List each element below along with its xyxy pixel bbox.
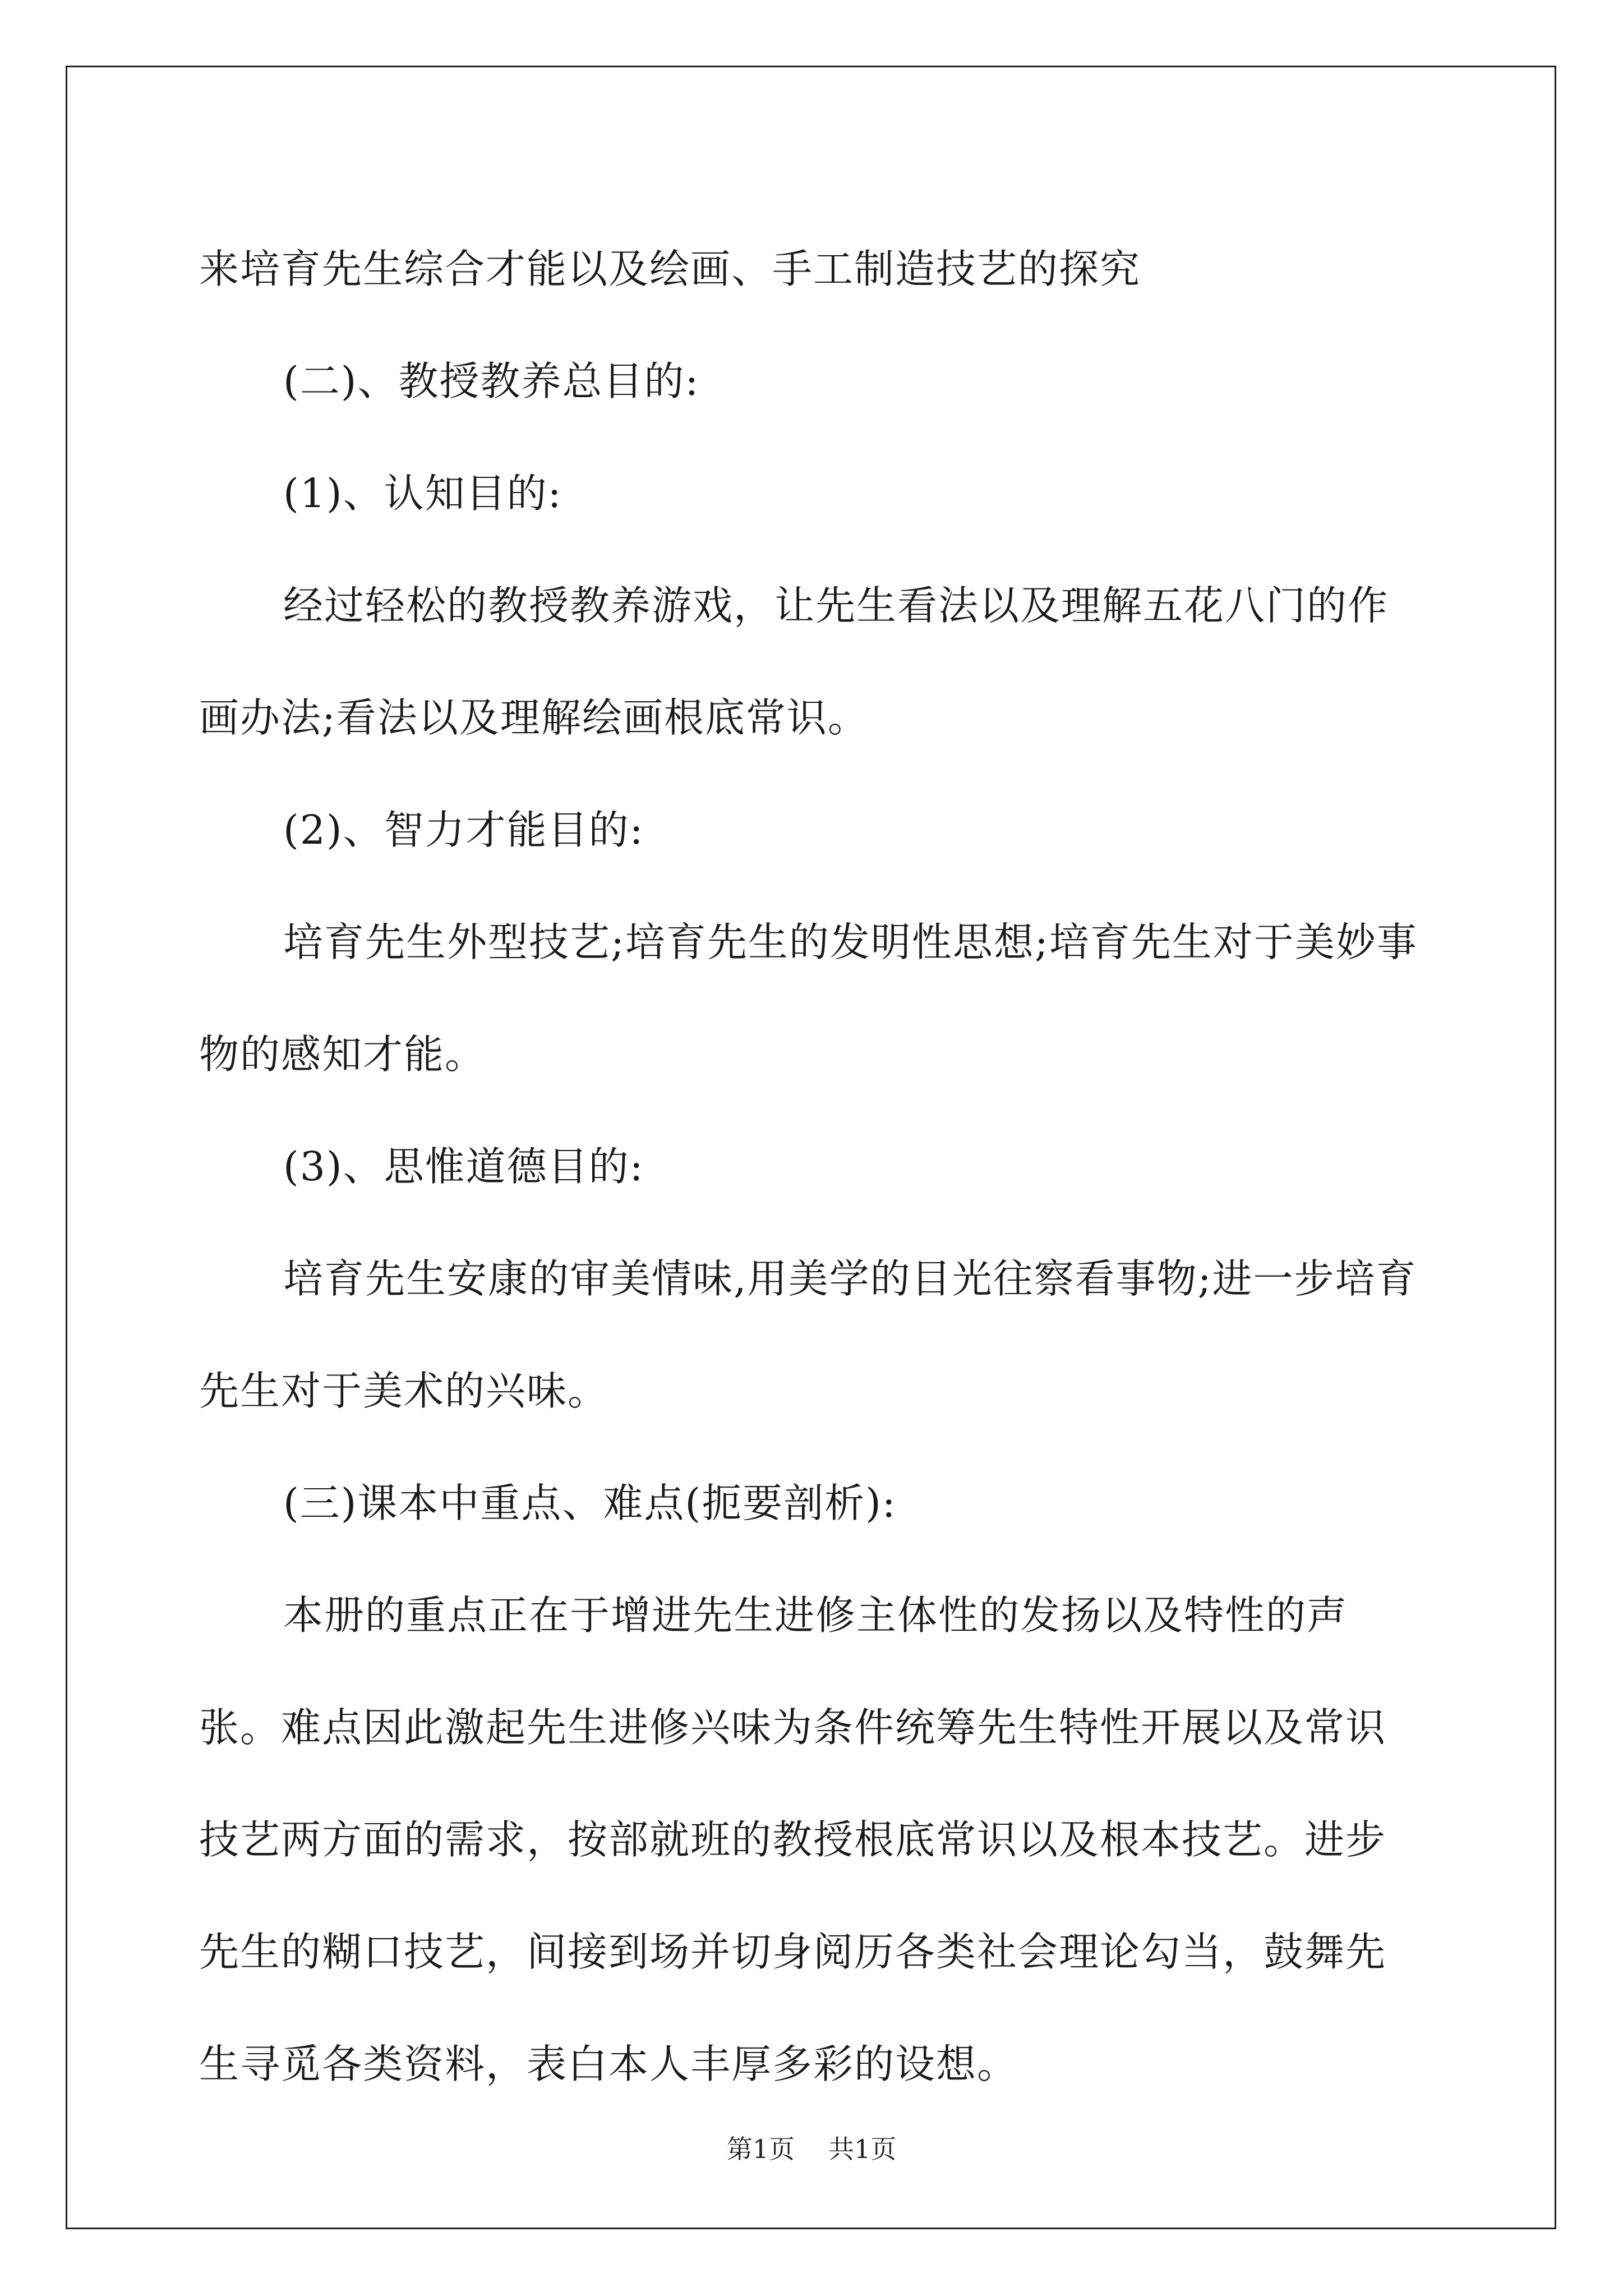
page-footer <box>0 2129 1623 2166</box>
section-heading: (三)课本中重点、难点(扼要剖析): <box>283 1480 897 1526</box>
section-heading: (二)、教授教养总目的: <box>283 358 700 404</box>
paragraph: 经过轻松的教授教养游戏，让先生看法以及理解五花八门的作画办法;看法以及理解绘画根底常识。 <box>199 582 1389 741</box>
paragraph: 培育先生外型技艺;培育先生的发明性思想;培育先生对于美妙事物的感知才能。 <box>199 919 1418 1078</box>
paragraph: 来培育先生综合才能以及绘画、手工制造技艺的探究 <box>199 246 1141 292</box>
paragraph: 本册的重点正在于增进先生进修主体性的发扬以及特性的声张。难点因此激起先生进修兴味为条件统筹先生特性开展以及常识技艺两方面的需求，按部就班的教授根底常识以及根本技艺。进步先生的糊口技艺，间接到场并切身阅历各类社会理论勾当，鼓舞先生寻觅各类资料，表白本人丰厚多彩的设想。 <box>199 1592 1387 2087</box>
subsection-heading: (3)、思惟道德目的: <box>283 1143 644 1190</box>
page-number: 第1页 <box>726 2134 795 2164</box>
document-body <box>199 213 1424 2120</box>
subsection-heading: (1)、认知目的: <box>283 470 562 517</box>
paragraph: 培育先生安康的审美情味,用美学的目光往察看事物;进一步培育先生对于美术的兴味。 <box>199 1255 1417 1414</box>
subsection-heading: (2)、智力才能目的: <box>283 807 644 853</box>
page-total: 共1页 <box>828 2134 897 2164</box>
